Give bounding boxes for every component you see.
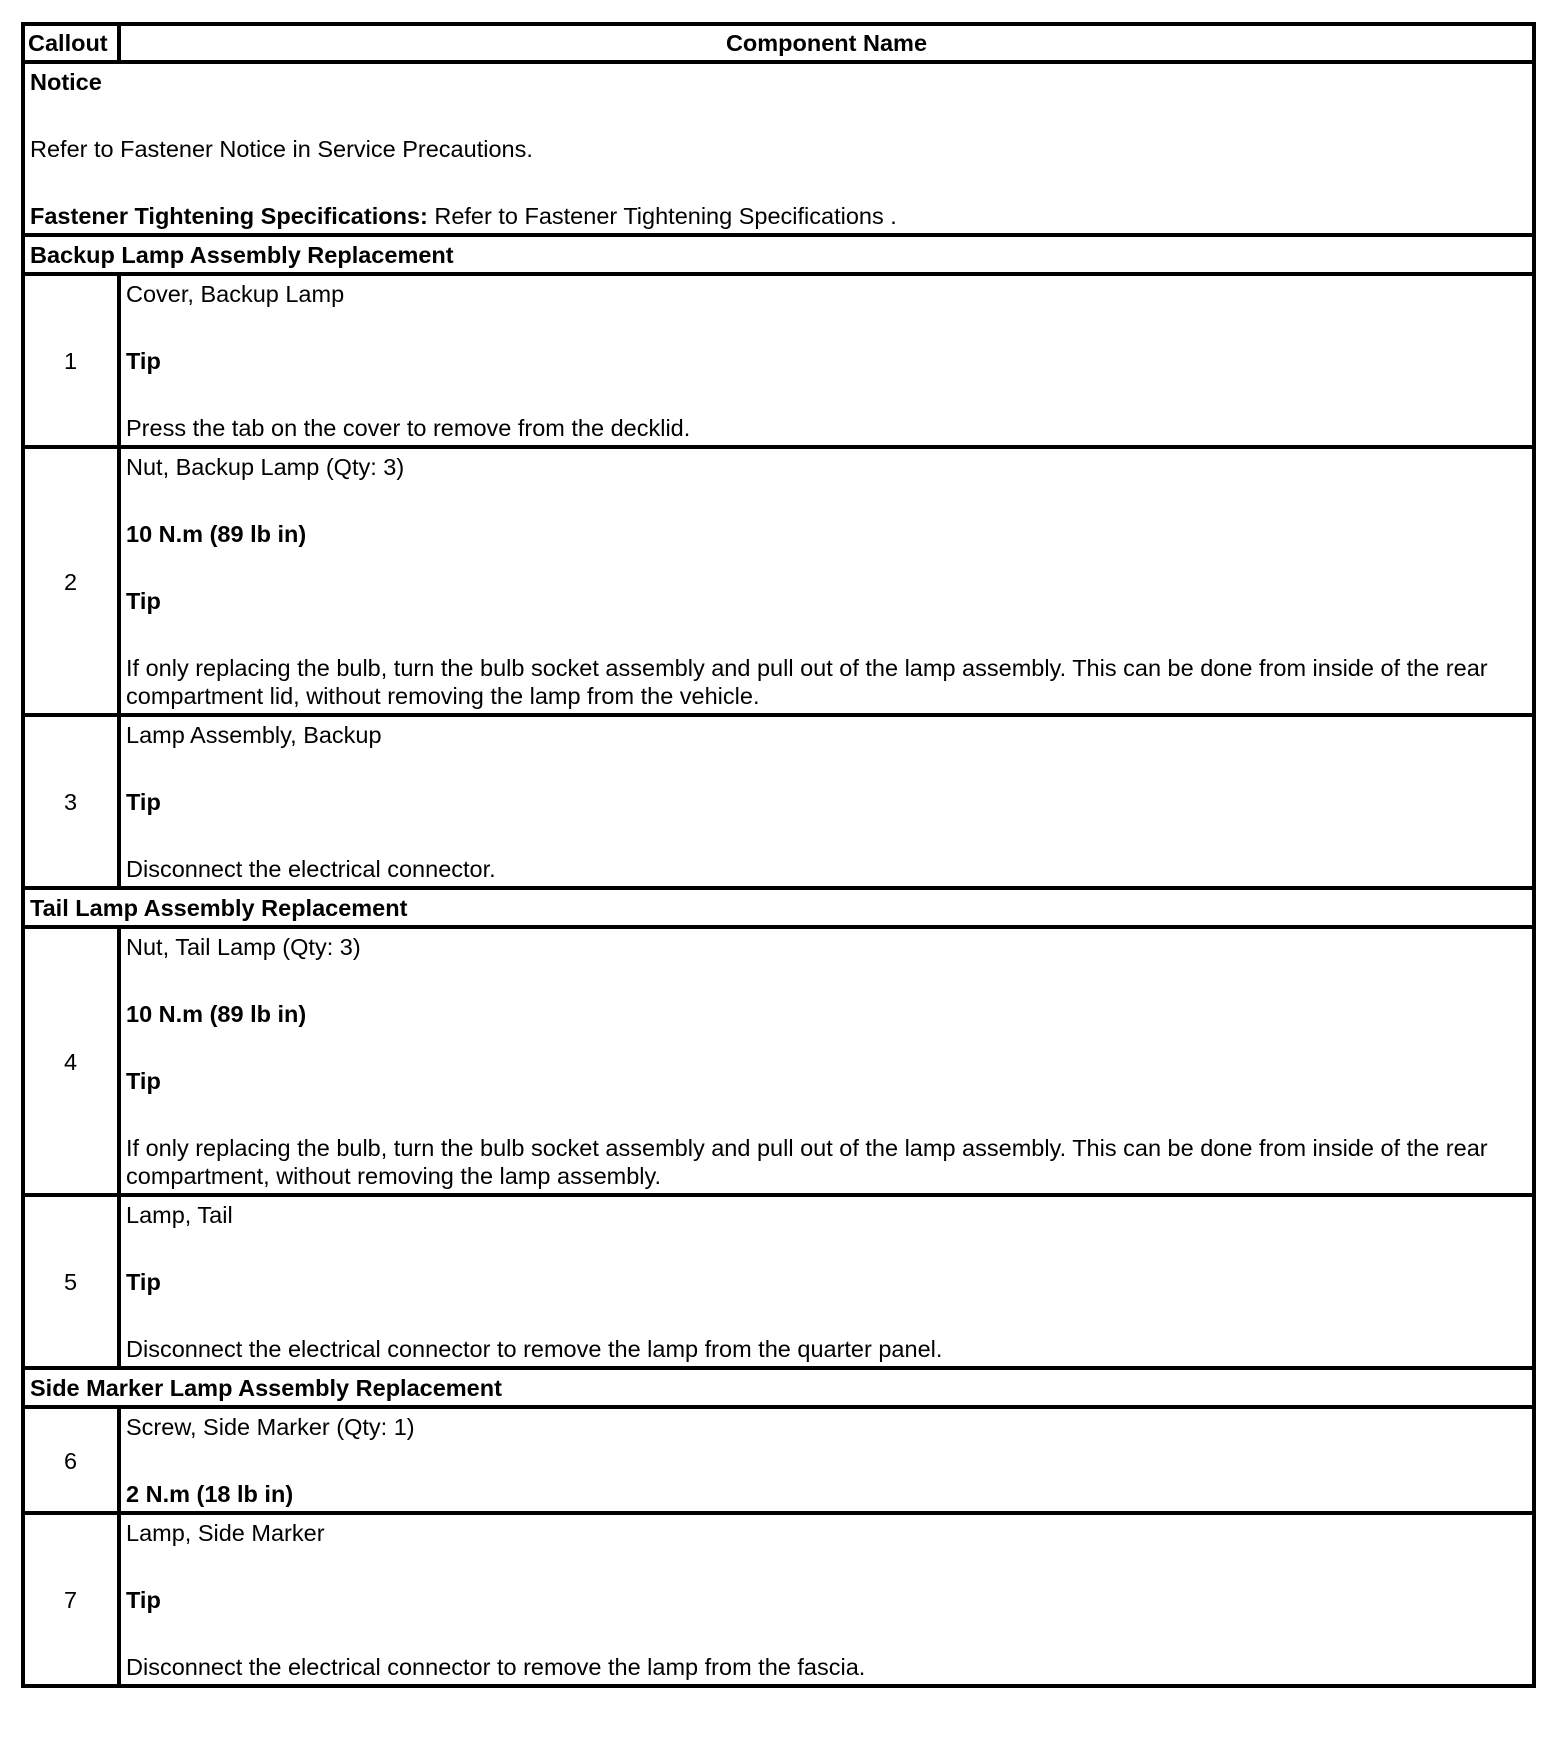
- table-row: [23, 715, 1534, 888]
- section-title: Side Marker Lamp Assembly Replacement: [23, 1368, 1534, 1407]
- component-cell: [119, 447, 1534, 715]
- fastener-spec-line: [30, 202, 1526, 230]
- component-name: Nut, Tail Lamp (Qty: 3): [126, 934, 361, 960]
- component-name-column-header: Component Name: [119, 24, 1534, 62]
- component-name: Nut, Backup Lamp (Qty: 3): [126, 454, 405, 480]
- section-row: [23, 235, 1534, 274]
- torque-spec: 10 N.m (89 lb in): [126, 521, 307, 547]
- torque-spec: 2 N.m (18 lb in): [126, 1481, 294, 1507]
- tip-text: If only replacing the bulb, turn the bulb socket assembly and pull out of the lamp assembly. This can be done from inside of the rear compartment lid, without removing the lamp from the vehicle.: [126, 655, 1488, 709]
- table-row: [23, 274, 1534, 447]
- component-name: Cover, Backup Lamp: [126, 281, 345, 307]
- component-cell: [119, 927, 1534, 1195]
- section-title: Tail Lamp Assembly Replacement: [23, 888, 1534, 927]
- callout-column-header: Callout: [23, 24, 119, 62]
- component-cell: [119, 274, 1534, 447]
- section-title: Backup Lamp Assembly Replacement: [23, 235, 1534, 274]
- component-cell: [119, 1407, 1534, 1513]
- tip-label: Tip: [126, 1068, 161, 1094]
- tip-label: Tip: [126, 1269, 161, 1295]
- component-table: [21, 22, 1536, 1688]
- fastener-spec-text: Refer to Fastener Tightening Specifications .: [427, 203, 897, 229]
- header-row: [23, 24, 1534, 62]
- torque-spec: 10 N.m (89 lb in): [126, 1001, 307, 1027]
- tip-label: Tip: [126, 1587, 161, 1613]
- table-row: [23, 447, 1534, 715]
- callout-number: 2: [23, 447, 119, 715]
- component-cell: [119, 1513, 1534, 1686]
- table-row: [23, 1513, 1534, 1686]
- tip-label: Tip: [126, 348, 161, 374]
- tip-text: Disconnect the electrical connector to remove the lamp from the quarter panel.: [126, 1336, 943, 1362]
- callout-number: 3: [23, 715, 119, 888]
- table-row: [23, 1407, 1534, 1513]
- tip-text: Press the tab on the cover to remove from the decklid.: [126, 415, 691, 441]
- tip-text: Disconnect the electrical connector.: [126, 856, 496, 882]
- fastener-spec-label: Fastener Tightening Specifications:: [30, 203, 428, 229]
- component-name: Lamp, Side Marker: [126, 1520, 325, 1546]
- notice-row: [23, 62, 1534, 235]
- tip-text: Disconnect the electrical connector to remove the lamp from the fascia.: [126, 1654, 866, 1680]
- tip-label: Tip: [126, 588, 161, 614]
- notice-cell: [23, 62, 1534, 235]
- table-row: [23, 927, 1534, 1195]
- callout-number: 7: [23, 1513, 119, 1686]
- table-row: [23, 1195, 1534, 1368]
- callout-number: 5: [23, 1195, 119, 1368]
- component-name: Lamp Assembly, Backup: [126, 722, 382, 748]
- callout-number: 1: [23, 274, 119, 447]
- component-cell: [119, 715, 1534, 888]
- callout-number: 6: [23, 1407, 119, 1513]
- component-name: Screw, Side Marker (Qty: 1): [126, 1414, 415, 1440]
- component-name: Lamp, Tail: [126, 1202, 233, 1228]
- notice-title: Notice: [30, 69, 102, 95]
- tip-label: Tip: [126, 789, 161, 815]
- callout-number: 4: [23, 927, 119, 1195]
- tip-text: If only replacing the bulb, turn the bulb socket assembly and pull out of the lamp assembly. This can be done from inside of the rear compartment, without removing the lamp assembly.: [126, 1135, 1488, 1189]
- section-row: [23, 888, 1534, 927]
- section-row: [23, 1368, 1534, 1407]
- notice-text: Refer to Fastener Notice in Service Precautions.: [30, 136, 533, 162]
- component-cell: [119, 1195, 1534, 1368]
